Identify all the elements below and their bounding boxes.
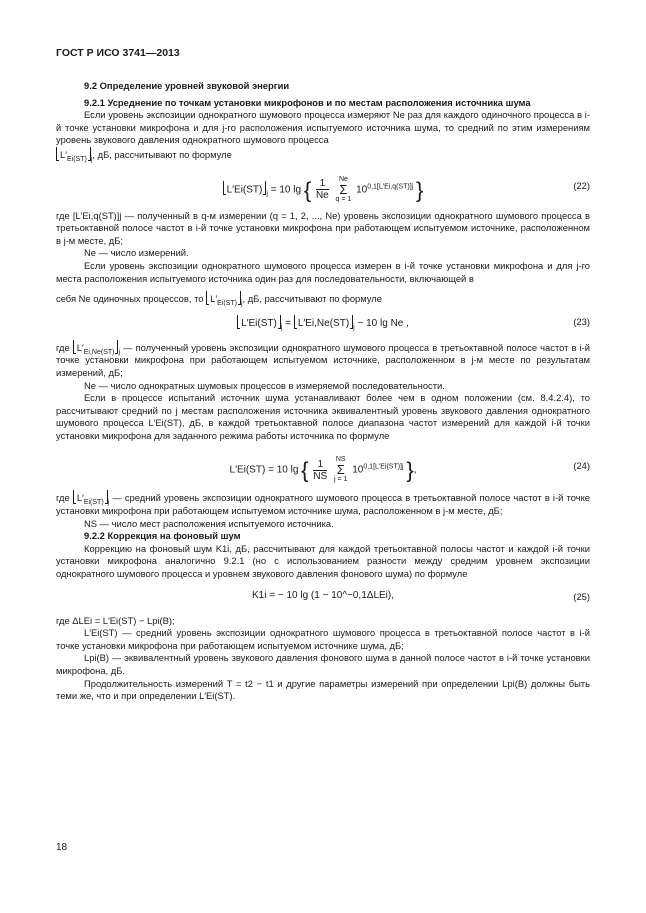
eq22-number: (22) — [573, 179, 590, 191]
paragraph-13: Lpi(B) — эквивалентный уровень звукового давления фонового шума в данной полосе частот в i-й точке установки микрофона, дБ. — [56, 652, 590, 676]
equation-23: L′Ei(ST) $_j$ = L′Ei,Ne(ST) $_j$ − 10 lg Ne , (23) — [56, 310, 590, 336]
eq24-number: (24) — [573, 460, 590, 472]
paragraph-6: Ne — число однократных шумовых процессов в измеряемой последовательности. — [84, 379, 445, 391]
document-header: ГОСТ Р ИСО 3741—2013 — [56, 47, 180, 59]
paragraph-2: где [L′Ei,q(ST)]j — полученный в q-м измерении (q = 1, 2, ..., Ne) уровень экспозиции однократного шумового процесса в третьоктавной полосе частот в i-й точке установки микрофона при работающем испытуемом источнике, расположенном в j-м месте, дБ; — [56, 209, 590, 246]
paragraph-11: где ΔLEi = L′Ei(ST) − Lpi(B); — [56, 614, 175, 626]
eq22-lhs: L′Ei(ST) — [226, 184, 263, 196]
eq22-sum: Ne Σ q = 1 — [335, 175, 352, 203]
section-9-2-1-title: 9.2.1 Усреднение по точкам установки микрофонов и по местам расположения источника шума — [84, 96, 531, 108]
page-body — [56, 80, 590, 703]
paragraph-8: где $L'_{Ei(ST)}$ $_j$ — средний уровень экспозиции однократного шумового процесса в третьоктавной полосе частот в i-й точке установки микрофона при работающем испытуемом источнике шума, расположенном в j-м месте, дБ; — [56, 492, 591, 517]
symbol-avg-level: $L'_{Ei(ST)}$ $_j$ — [56, 149, 92, 160]
paragraph-1-tail: , дБ, рассчитывают по формуле — [92, 148, 232, 160]
paragraph-4-cont: себя Ne одиночных процессов, то $L'_{Ei(ST)}$ $_j$, дБ, рассчитывают по формуле — [56, 293, 382, 307]
paragraph-14: Продолжительность измерений T = t2 − t1 и другие параметры измерений при определении Lpi(B) должны быть теми же, что и при определении L′Ei(ST). — [56, 677, 590, 702]
eq22-power: 0,1[L′Ei,q(ST)]j — [367, 182, 414, 190]
section-9-2-2-title: 9.2.2 Коррекция на фоновый шум — [84, 530, 241, 542]
equation-22: L′Ei(ST) $_j$ = 10 lg { $\frac{1}{Ne}$ Ne Σ q = 1 $10^{0,1[L'Ei,q(ST)]j}$ } (22) — [56, 166, 590, 206]
paragraph-12: L′Ei(ST) — средний уровень экспозиции однократного шумового процесса в третьоктавной полосе частот в i-й точке установки микрофона при работающем испытуемом источнике шума, дБ; — [56, 627, 590, 651]
paragraph-3: Ne — число измерений. — [84, 247, 189, 259]
paragraph-1-cont — [56, 147, 590, 162]
equation-25: K1i = − 10 lg (1 − 10^−0,1ΔLEi), (25) — [251, 589, 590, 602]
paragraph-10: Коррекцию на фоновый шум K1i, дБ, рассчитывают для каждой третьоктавной полосы частот и каждой i-й точки установки микрофона аналогично 9.2.1 (но с использованием разности между средним уровнем экспозиции однократного шумового процесса и уровнем звукового давления фонового шума) по формуле — [56, 542, 590, 580]
eq22-fraction: $\frac{1}{Ne}$ — [315, 178, 329, 202]
eq25-number: (25) — [573, 590, 590, 602]
page-number: 18 — [56, 842, 68, 853]
eq22-rhs: = 10 lg — [270, 184, 302, 196]
paragraph-4: Если уровень экспозиции однократного шумового процесса измерен в i-й точке установки микрофона и для j-го места расположения испытуемого источника один раз для последовательности, включающей в — [56, 259, 590, 284]
equation-24: L′Ei(ST) = 10 lg { $\frac{1}{NS}$ NS Σ j = 1 $10^{0,1[L'Ei(ST)]j}$ }, (24) — [229, 456, 590, 484]
section-9-2-title: 9.2 Определение уровней звуковой энергии — [84, 80, 290, 91]
paragraph-9: NS — число мест расположения испытуемого источника. — [84, 517, 334, 529]
paragraph-1: Если уровень экспозиции однократного шумового процесса измеряют Ne раз для каждого одиночного процесса в i-й точке установки микрофона и для j-го расположения испытуемого источника шума, то средний по этим измерениям уровень звукового давления однократного шумового процесса — [56, 109, 590, 146]
paragraph-7: Если в процессе испытаний источник шума устанавливают более чем в одном положении (см. 8.4.2.4), то рассчитывают средний по j местам расположения источника эквивалентный уровень звукового давления однократного шумового процесса L′Ei(ST), дБ, в каждой третьоктавной полосе диапазона частот измерений для каждой i-й точки установки микрофона для заданного режима работы источника по формуле — [56, 392, 590, 441]
eq23-number: (23) — [573, 315, 590, 327]
paragraph-5: где $L'_{Ei,Ne(ST)}$ $_j$ — полученный уровень экспозиции однократного шумового процесса в третьоктавной полосе частот в i-й точке установки микрофона при работающем испытуемом источнике, расположенном в j-м месте по результатам измерений, дБ; — [56, 341, 591, 378]
